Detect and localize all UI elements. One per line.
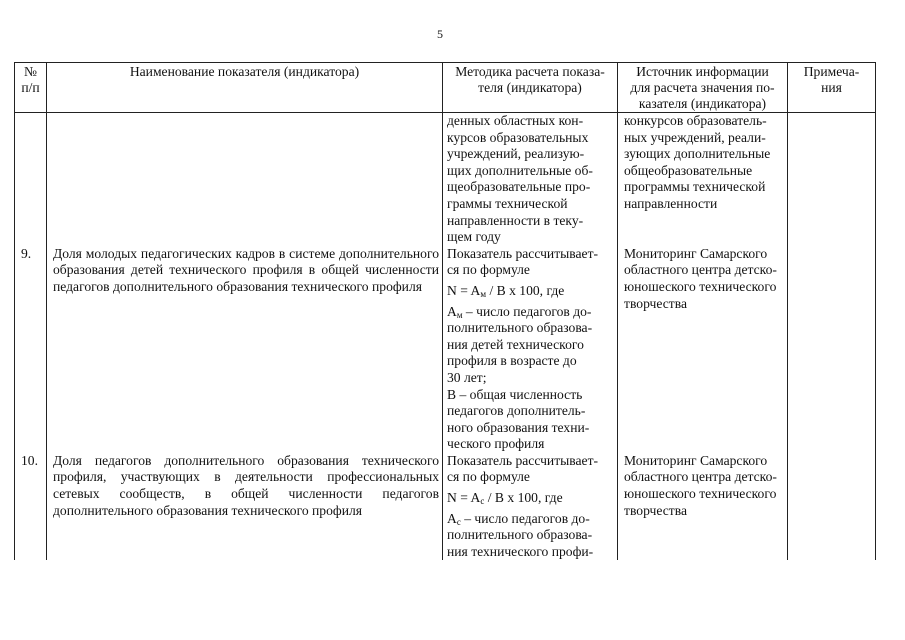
formula (447, 490, 615, 507)
method-line: полнительного образова- (447, 320, 593, 336)
source-line: программы технической (624, 179, 766, 195)
cell-num (15, 113, 47, 246)
cell-method (443, 246, 618, 453)
source-line: областного центра детско- (624, 262, 777, 278)
header-note (788, 63, 876, 113)
header-name (47, 63, 443, 113)
table-row-9 (15, 246, 876, 453)
formula-rhs: / B x 100, где (484, 490, 563, 506)
symbol-subscript: м (456, 309, 463, 320)
definition-a (447, 304, 615, 321)
definition-a (447, 511, 615, 528)
formula-subscript: м (480, 288, 487, 299)
source-line: юношеского технического (624, 486, 777, 502)
method-line: Показатель рассчитывает- (447, 245, 599, 261)
cell-method (443, 113, 618, 246)
header-name-line: Наименование показателя (индикатора) (129, 64, 360, 79)
method-line: учреждений, реализую- (447, 146, 585, 162)
formula-subscript: c (480, 496, 485, 507)
header-method-line: теля (индикатора) (478, 80, 582, 95)
method-line: ся по формуле (447, 469, 530, 485)
cell-note (788, 113, 876, 246)
header-row (15, 63, 876, 113)
header-source-line: казателя (индикатора) (638, 96, 767, 111)
method-line: ния технического профи- (447, 543, 594, 559)
source-line: Мониторинг Самарского (624, 452, 768, 468)
table-row-continued (15, 113, 876, 246)
source-line: направленности (624, 195, 718, 211)
method-line: ного образования техни- (447, 419, 590, 435)
header-source-line: Источник информации (636, 64, 769, 79)
source-line: конкурсов образователь- (624, 113, 767, 128)
method-line: ния детей технического (447, 336, 584, 352)
source-line: творчества (624, 295, 687, 311)
cell-name: Доля педагогов дополнительного образования технического профиля, участвующих в деятельности профессиональных сетевых сообществ, в общей численности педагогов дополнительного образования технического профиля (47, 453, 443, 561)
source-line: зующих дополнительные (624, 146, 771, 162)
definition-text: – число педагогов до- (462, 303, 592, 319)
method-line: ся по формуле (447, 262, 530, 278)
source-line: общеобразовательные (624, 162, 753, 178)
method-line: курсов образовательных (447, 129, 589, 145)
method-line: щеобразовательные про- (447, 179, 591, 195)
method-line: ческого профиля (447, 436, 545, 452)
formula-lhs: N = A (447, 282, 481, 298)
header-num-line: п/п (21, 80, 40, 95)
cell-source (618, 113, 788, 246)
cell-note (788, 246, 876, 453)
method-line: Показатель рассчитывает- (447, 452, 599, 468)
header-note-line: Примеча- (803, 64, 860, 79)
source-line: областного центра детско- (624, 469, 777, 485)
page-number: 5 (437, 27, 443, 41)
header-num (15, 63, 47, 113)
cell-name: Доля молодых педагогических кадров в системе дополнительного образования детей технического профиля в общей численности педагогов дополнительного образования технического профиля (47, 246, 443, 453)
method-line: полнительного образова- (447, 527, 593, 543)
cell-note (788, 453, 876, 561)
formula-lhs: N = A (447, 490, 481, 506)
method-line: денных областных кон- (447, 113, 584, 128)
method-line: 30 лет; (447, 369, 487, 385)
header-source-line: для расчета значения по- (630, 80, 775, 95)
symbol-subscript: c (456, 516, 461, 527)
cell-name (47, 113, 443, 246)
symbol: A (447, 510, 457, 526)
source-line: юношеского технического (624, 278, 777, 294)
cell-num: 10. (15, 453, 47, 561)
cell-source (618, 246, 788, 453)
definition-text: – число педагогов до- (460, 510, 590, 526)
header-note-line: ния (821, 80, 842, 95)
table-row-10 (15, 453, 876, 561)
method-line: В – общая численность (447, 386, 583, 402)
cell-num: 9. (15, 246, 47, 453)
cell-source (618, 453, 788, 561)
method-line: педагогов дополнитель- (447, 403, 586, 419)
header-source (618, 63, 788, 113)
cell-method (443, 453, 618, 561)
header-method (443, 63, 618, 113)
source-line: Мониторинг Самарского (624, 245, 768, 261)
method-line: профиля в возрасте до (447, 353, 577, 369)
indicators-table (14, 62, 876, 560)
source-line: творчества (624, 502, 687, 518)
formula (447, 283, 615, 300)
method-line: щих дополнительные об- (447, 162, 593, 178)
formula-rhs: / B x 100, где (486, 282, 565, 298)
header-num-line: № (24, 64, 37, 79)
header-method-line: Методика расчета показа- (455, 64, 605, 79)
source-line: ных учреждений, реали- (624, 129, 766, 145)
method-line: граммы технической (447, 195, 568, 211)
method-line: направленности в теку- (447, 212, 584, 228)
method-line: щем году (447, 229, 501, 245)
symbol: A (447, 303, 457, 319)
table-header (15, 63, 876, 113)
